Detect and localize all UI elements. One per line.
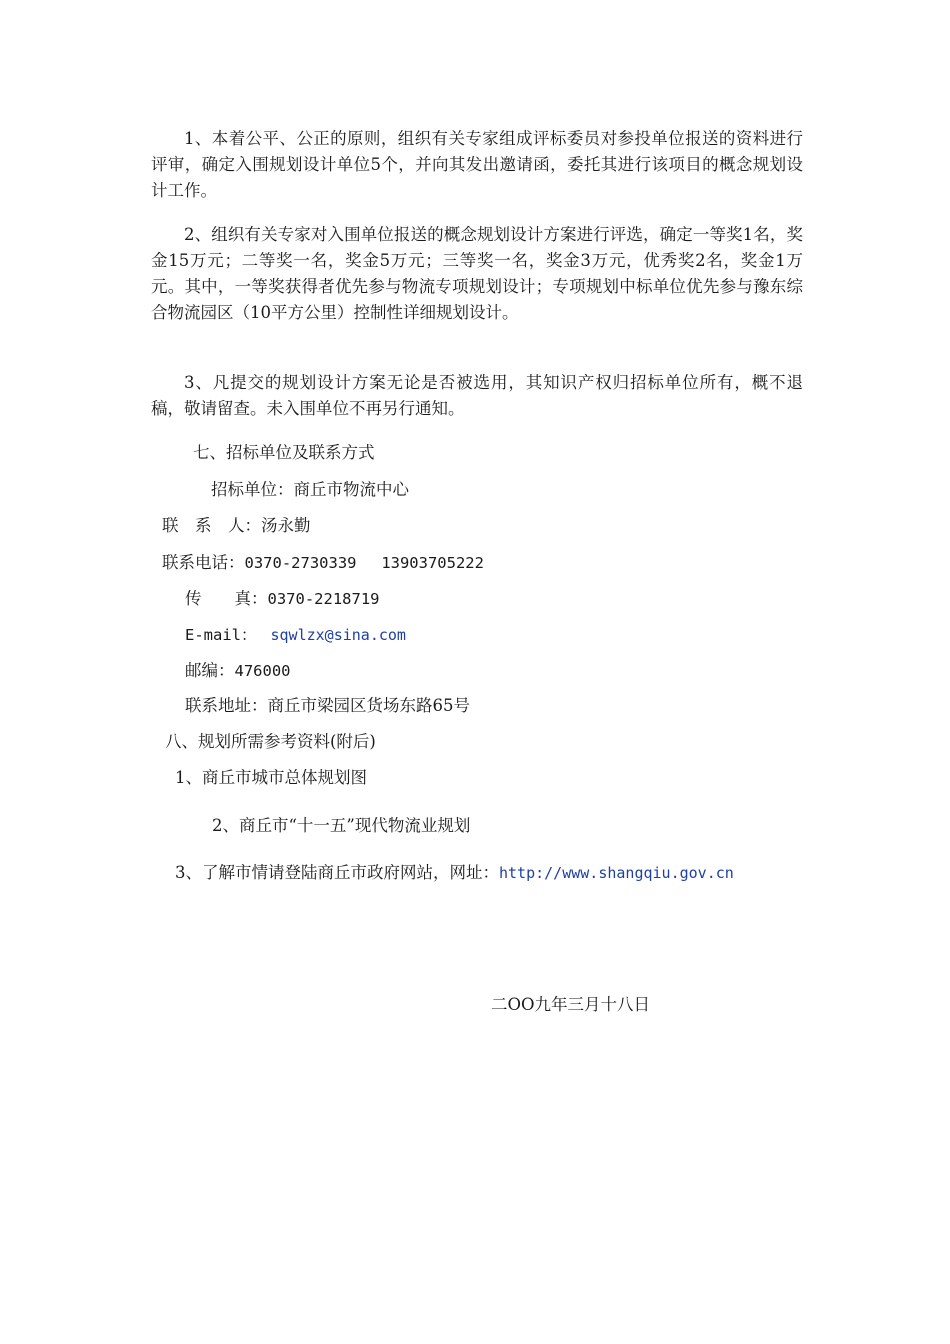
fax-line: [185, 588, 379, 610]
email-line: [185, 624, 406, 646]
contact-person-line: [162, 515, 311, 537]
phone-line: [162, 552, 484, 574]
section-7-heading: 七、招标单位及联系方式: [193, 443, 375, 462]
postcode-value: 476000: [234, 662, 291, 680]
postcode-label: 邮编：: [185, 661, 235, 680]
website-link[interactable]: http://www.shangqiu.gov.cn: [499, 864, 734, 882]
email-label: E-mail：: [185, 626, 257, 644]
tender-unit-line: [211, 479, 409, 501]
address-line: [185, 695, 470, 717]
reference-item-3: [175, 862, 734, 884]
section-8-heading: 八、规划所需参考资料(附后): [165, 732, 376, 751]
contact-person-value: 汤永勤: [261, 516, 311, 535]
phone-label: 联系电话：: [162, 553, 245, 572]
address-value: 商丘市梁园区货场东路65号: [267, 696, 470, 715]
contact-person-label: 联 系 人：: [162, 516, 261, 535]
tender-unit-label: 招标单位：: [211, 480, 294, 499]
reference-item-1: 1、商丘市城市总体规划图: [175, 768, 367, 787]
fax-label: 传 真：: [185, 589, 268, 608]
reference-item-2: 2、商丘市“十一五”现代物流业规划: [212, 816, 471, 835]
paragraph-awards: 2、组织有关专家对入围单位报送的概念规划设计方案进行评选，确定一等奖1名，奖金15万元；二等奖一名，奖金5万元；三等奖一名，奖金3万元，优秀奖2名，奖金1万元。其中，一等奖获得者优先参与物流专项规划设计；专项规划中标单位优先参与豫东综合物流园区（10平方公里）控制性详细规划设计。: [151, 225, 803, 322]
address-label: 联系地址：: [185, 696, 268, 715]
paragraph-ip-rights: 3、凡提交的规划设计方案无论是否被选用，其知识产权归招标单位所有，概不退稿，敬请留查。未入围单位不再另行通知。: [151, 373, 803, 418]
document-date: 二OO九年三月十八日: [491, 995, 651, 1014]
reference-item-3-text: 3、了解市情请登陆商丘市政府网站，网址：: [175, 863, 499, 882]
phone-value: 0370-2730339 13903705222: [244, 554, 484, 572]
tender-unit-value: 商丘市物流中心: [293, 480, 409, 499]
fax-value: 0370-2218719: [267, 590, 380, 608]
email-link[interactable]: sqwlzx@sina.com: [270, 626, 406, 644]
postcode-line: [185, 660, 291, 682]
paragraph-evaluation: 1、本着公平、公正的原则，组织有关专家组成评标委员对参投单位报送的资料进行评审，确定入围规划设计单位5个，并向其发出邀请函，委托其进行该项目的概念规划设计工作。: [151, 129, 803, 200]
